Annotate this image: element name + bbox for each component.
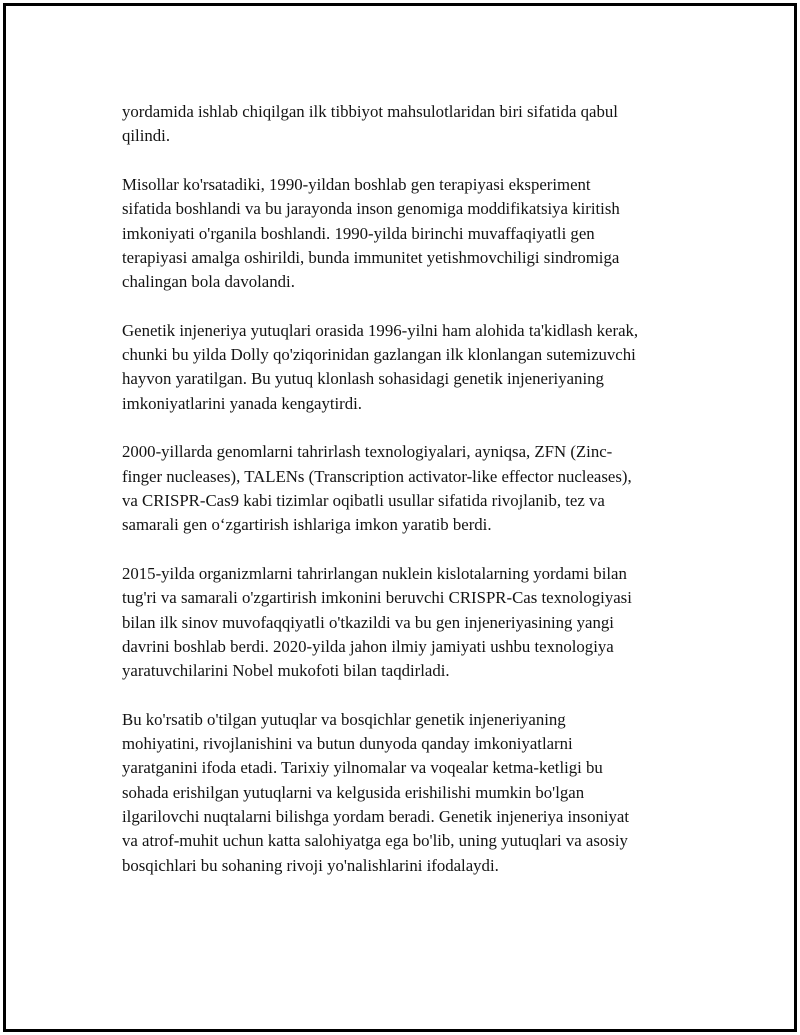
paragraph: yordamida ishlab chiqilgan ilk tibbiyot mahsulotlaridan biri sifatida qabul qilindi. <box>122 102 618 146</box>
paragraph: 2000-yillarda genomlarni tahrirlash texnologiyalari, ayniqsa, ZFN (Zinc- finger nucleases), TALENs (Transcription activator-like effector nucleases), va CRISPR-Cas9 kabi tizimlar oqibatli usullar sifatida rivojlanib, tez va samarali gen o‘zgartirish ishlariga imkon yaratib berdi. <box>122 442 632 535</box>
paragraph: Misollar ko'rsatadiki, 1990-yildan boshlab gen terapiyasi eksperiment sifatida boshlandi va bu jarayonda inson genomiga moddifikatsiya kiritish imkoniyati o'rganila boshlandi. 1990-yilda birinchi muvaffaqiyatli gen terapiyasi amalga oshirildi, bunda immunitet yetishmovchiligi sindromiga chalingan bola davolandi. <box>122 174 620 292</box>
page-frame <box>3 3 797 1032</box>
paragraph: Bu ko'rsatib o'tilgan yutuqlar va bosqichlar genetik injeneriyaning mohiyatini, rivojlanishini va butun dunyoda qanday imkoniyatlarni yaratganini ifoda etadi. Tarixiy yilnomalar va voqealar ketma-ketligi bu sohada erishilgan yutuqlarni va kelgusida erishilishi mumkin bo'lgan ilgarilovchi nuqtalarni bilishga yordam beradi. Genetik injeneriya insoniyat va atrof-muhit uchun katta salohiyatga ega bo'lib, uning yutuqlari va asosiy bosqichlari bu sohaning rivoji yo'nalishlarini ifodalaydi. <box>122 709 630 875</box>
paragraph: 2015-yilda organizmlarni tahrirlangan nuklein kislotalarning yordami bilan tug'ri va samarali o'zgartirish imkonini beruvchi CRISPR-Cas texnologiyasi bilan ilk sinov muvofaqqiyatli o'tkazildi va bu gen injeneriyasining yangi davrini boshlab berdi. 2020-yilda jahon ilmiy jamiyati ushbu texnologiya yaratuvchilarini Nobel mukofoti bilan taqdirladi. <box>122 564 632 681</box>
document-body <box>122 100 698 902</box>
paragraph: Genetik injeneriya yutuqlari orasida 1996-yilni ham alohida ta'kidlash kerak, chunki bu yilda Dolly qo'ziqorinidan gazlangan ilk klonlangan sutemizuvchi hayvon yaratilgan. Bu yutuq klonlash sohasidagi genetik injeneriyaning imkoniyatlarini yanada kengaytirdi. <box>122 320 639 413</box>
